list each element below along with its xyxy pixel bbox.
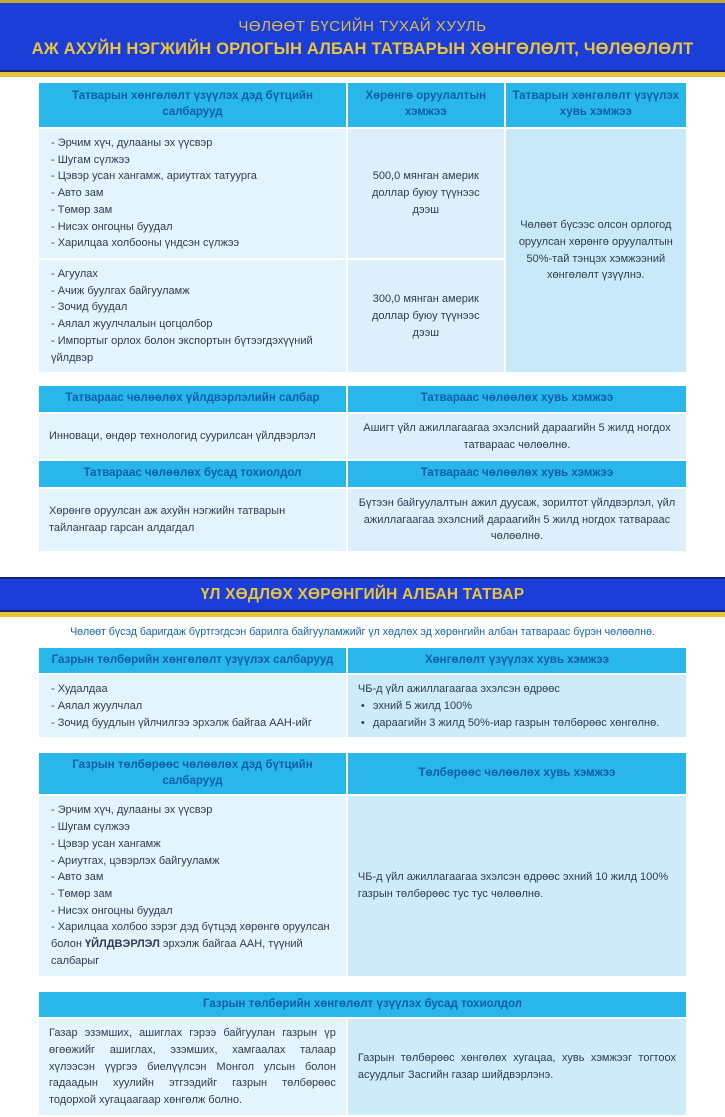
land-fee-exemption-table (37, 751, 688, 977)
table-header-row (38, 752, 687, 795)
table-header-row (38, 991, 687, 1019)
list-item: - Аялал жуулчлал (51, 699, 143, 712)
list-item: - Эрчим хүч, дулааны эх үүсвэр (51, 804, 213, 817)
table-row (38, 128, 687, 259)
column-header: Газрын төлбөрөөс чөлөөлөх дэд бүтцийн салбарууд (38, 752, 347, 795)
benefit-cell: Бүтээн байгуулалтын ажил дуусаж, зорилтот үйлдвэрлэл, үйл ажиллагаагаа эхэлсний дараагийн 5 жилд ногдох татвараас чөлөөлнө. (347, 488, 687, 552)
table-row (38, 674, 687, 738)
column-header: Хөрөнгө оруулалтын хэмжээ (347, 82, 505, 128)
table-header-row (38, 385, 687, 413)
list-item: - Төмөр зам (51, 203, 113, 216)
investment-amount-cell: 300,0 мянган америк доллар буюу түүнээс дээш (347, 259, 505, 373)
last-item-bold: ҮЙЛДВЭРЛЭЛ (84, 938, 160, 951)
column-header: Газрын төлбөрийн хөнгөлөлт үзүүлэх салбарууд (38, 647, 347, 675)
sector-list-cell (38, 128, 347, 259)
list-item: - Ачиж буулгах байгууламж (51, 284, 190, 297)
gold-divider (0, 72, 725, 77)
column-header: Татвараас чөлөөлөх үйлдвэрлэлийн салбар (38, 385, 347, 413)
decision-cell: Газрын төлбөрөөс хөнгөлөх хугацаа, хувь хэмжээг тогтоох асуудлыг Засгийн газар шийдвэрлэнэ. (347, 1018, 687, 1116)
column-header: Татварын хөнгөлөлт үзүүлэх хувь хэмжээ (505, 82, 687, 128)
list-item: - Худалдаа (51, 683, 108, 696)
column-header: Төлбөрөөс чөлөөлөх хувь хэмжээ (347, 752, 687, 795)
table-row (38, 413, 687, 460)
benefit-cell (347, 674, 687, 738)
sector-list-cell (38, 674, 347, 738)
table-header-row (38, 460, 687, 488)
column-header: Татвараас чөлөөлөх хувь хэмжээ (347, 460, 687, 488)
last-item-post: эрхэлж байгаа ААН, түүний салбарыг (51, 938, 303, 967)
list-item: - Шугам сүлжээ (51, 153, 130, 166)
list-item: - Ариутгах, цэвэрлэх байгууламж (51, 854, 220, 867)
list-item: - Авто зам (51, 871, 104, 884)
list-item: - Харилцаа холбооны үндсэн сүлжээ (51, 237, 240, 250)
list-item: - Зочид буудал (51, 301, 128, 314)
list-item: - Авто зам (51, 187, 104, 200)
section2-title: ҮЛ ХӨДЛӨХ ХӨРӨНГИЙН АЛБАН ТАТВАР (200, 585, 525, 603)
table-row (38, 795, 687, 976)
list-item: - Цэвэр усан хангамж, ариутгах татуурга (51, 170, 257, 183)
list-item: - Шугам сүлжээ (51, 821, 130, 834)
list-item: - Агуулах (51, 268, 98, 281)
list-item: • дараагийн 3 жилд 50%-иар газрын төлбөрөөс хөнгөлнө. (358, 715, 676, 732)
income-tax-discount-table (37, 81, 688, 374)
table-header-row (38, 82, 687, 128)
case-cell: Газар эзэмших, ашиглах гэрээ байгуулан газрын үр өгөөжийг ашиглах, эзэмших, хамгаалах талаар хүлээсэн үүргээ биелүүлсэн Монгол улсын болон гадаадын хуулийн этгээдийг газрын төлбөрөөс тодорхой хугацаагаар хөнгөлж болно. (38, 1018, 347, 1116)
list-item: - Зочид буудлын үйлчилгээ эрхэлж байгаа ААН-ийг (51, 716, 312, 729)
column-header: Татвараас чөлөөлөх бусад тохиолдол (38, 460, 347, 488)
table-row (38, 1018, 687, 1116)
content-area (37, 81, 688, 553)
law-subtitle: ЧӨЛӨӨТ БҮСИЙН ТУХАЙ ХУУЛЬ (238, 18, 487, 35)
list-item: - Эрчим хүч, дулааны эх үүсвэр (51, 137, 213, 149)
sector-list-last-item (49, 919, 336, 969)
header-band (0, 0, 725, 72)
table-header-row (38, 647, 687, 675)
column-header: Татварын хөнгөлөлт үзүүлэх дэд бүтцийн салбарууд (38, 82, 347, 128)
column-header: Хөнгөлөлт үзүүлэх хувь хэмжээ (347, 647, 687, 675)
sector-list-cell (38, 795, 347, 976)
table-row (38, 488, 687, 552)
sector-list-cell (38, 259, 347, 373)
section2-band (0, 577, 725, 612)
list-item: - Цэвэр усан хангамж (51, 837, 161, 850)
content-area-2 (37, 646, 688, 1117)
case-cell: Хөрөнгө оруулсан аж ахуйн нэгжийн татварын тайлангаар гарсан алдагдал (38, 488, 347, 552)
list-item: - Төмөр зам (51, 888, 113, 901)
land-fee-other-cases-table (37, 990, 688, 1117)
column-header: Газрын төлбөрийн хөнгөлөлт үзүүлэх бусад тохиолдол (38, 991, 687, 1019)
benefit-cell: ЧБ-д үйл ажиллагаагаа эхэлсэн өдрөөс эхний 10 жилд 100% газрын төлбөрөөс тус тус чөлөөлнө. (347, 795, 687, 976)
list-item: • эхний 5 жилд 100% (358, 698, 676, 715)
list-item: - Нисэх онгоцны буудал (51, 220, 173, 233)
benefit-cell: Ашигт үйл ажиллагаагаа эхэлсний дараагийн 5 жилд ногдох татвараас чөлөөлнө. (347, 413, 687, 460)
investment-amount-cell: 500,0 мянган америк доллар буюу түүнээс дээш (347, 128, 505, 259)
list-item: - Нисэх онгоцны буудал (51, 904, 173, 917)
sector-list (49, 802, 336, 919)
sector-cell: Инноваци, өндөр технологид суурилсан үйлдвэрлэл (38, 413, 347, 460)
benefit-intro: ЧБ-д үйл ажиллагаагаа эхэлсэн өдрөөс (357, 683, 560, 696)
gold-divider (0, 612, 725, 617)
column-header: Татвараас чөлөөлөх хувь хэмжээ (347, 385, 687, 413)
benefit-cell: Чөлөөт бүсээс олсон орлогод оруулсан хөрөнгө оруулалтын 50%-тай тэнцэх хэмжээний хөнгөлөлт үзүүлнэ. (505, 128, 687, 373)
list-item: - Импортыг орлох болон экспортын бүтээгдэхүүний үйлдвэр (51, 334, 313, 364)
land-fee-discount-table (37, 646, 688, 740)
last-item-pre: - Харилцаа холбоо зэрэг дэд бүтцэд хөрөнгө оруулсан болон (51, 921, 330, 951)
page-title: АЖ АХУЙН НЭГЖИЙН ОРЛОГЫН АЛБАН ТАТВАРЫН ХӨНГӨЛӨЛТ, ЧӨЛӨӨЛӨЛТ (31, 40, 694, 58)
tax-exemption-table (37, 384, 688, 553)
list-item: - Аялал жуулчлалын цогцолбор (51, 318, 213, 331)
benefit-bullet-list (358, 698, 676, 731)
section2-intro-text: Чөлөөт бүсэд баригдаж бүртгэгдсэн барилга байгууламжийг үл хөдлөх эд хөрөнгийн албан татвараас бүрэн чөлөөлнө. (70, 625, 655, 638)
